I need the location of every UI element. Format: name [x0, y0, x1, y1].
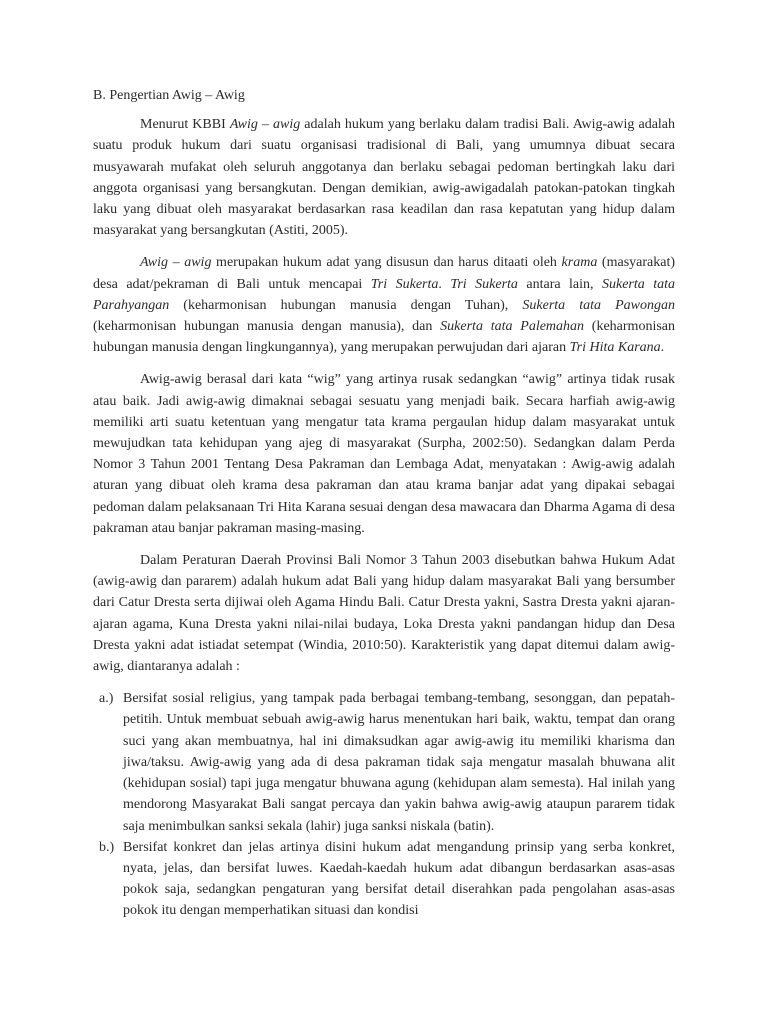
document-page [93, 85, 675, 922]
italic-term: Awig – awig [229, 117, 301, 133]
list-item [93, 688, 675, 836]
body-paragraphs [93, 114, 675, 677]
italic-term: Sukerta tata Pawongan [522, 297, 675, 313]
italic-term: Tri Sukerta [450, 276, 518, 292]
italic-term: Awig – awig [140, 255, 212, 271]
list-item-text: Bersifat sosial religius, yang tampak pada berbagai tembang-tembang, sesonggan, dan pepatah-petitih. Untuk membuat sebuah awig-awig harus menentukan hari baik, waktu, tempat dan orang suci yang akan membuatnya, hal ini dimaksudkan agar awig-awig itu memiliki kharisma dan jiwa/taksu. Awig-awig yang ada di desa pakraman tidak saja mengatur masalah bhuwana alit (kehidupan sosial) tapi juga mengatur bhuwana agung (kehidupan alam semesta). Hal inilah yang mendorong Masyarakat Bali sangat percaya dan yakin bahwa awig-awig ataupun pararem tidak saja menimbulkan sanksi sekala (lahir) juga sanksi niskala (batin). [123, 691, 675, 834]
italic-term: krama [561, 255, 598, 271]
body-paragraph [93, 252, 675, 358]
text-run: . [660, 340, 665, 356]
text-run: (keharmonisan hubungan manusia dengan Tuhan), [169, 297, 523, 313]
italic-term: Tri Sukerta [370, 276, 439, 292]
list-marker: b.) [99, 839, 115, 855]
list-marker: a.) [99, 691, 114, 707]
italic-term: Sukerta tata Parahyangan [93, 276, 676, 313]
text-run: Dalam Peraturan Daerah Provinsi Bali Nomor 3 Tahun 2003 disebutkan bahwa Hukum Adat (awig-awig dan pararem) adalah hukum adat Bali yang hidup dalam masyarakat Bali yang bersumber dari Catur Dresta serta dijiwai oleh Agama Hindu Bali. Catur Dresta yakni, Sastra Dresta yakni ajaran-ajaran agama, Kuna Dresta yakni nilai-nilai budaya, Loka Dresta yakni pandangan hidup dan Desa Dresta yakni adat istiadat setempat (Windia, 2010:50). Karakteristik yang dapat ditemui dalam awig-awig, diantaranya adalah : [93, 553, 675, 675]
italic-term: Tri Hita Karana [569, 340, 661, 356]
text-run: . [438, 276, 451, 292]
text-run: (masyarakat) desa adat/pekraman di Bali untuk mencapai [93, 255, 676, 292]
text-run: Awig-awig berasal dari kata “wig” yang artinya rusak sedangkan “awig” artinya tidak rusak atau baik. Jadi awig-awig dimaknai sebagai sesuatu yang menjadi baik. Secara harfiah awig-awig memiliki arti suatu ketentuan yang mengatur tata krama pergaulan hidup dalam masyarakat untuk mewujudkan tata kehidupan yang ajeg di masyarakat (Surpha, 2002:50). Sedangkan dalam Perda Nomor 3 Tahun 2001 Tentang Desa Pakraman dan Lembaga Adat, menyatakan : Awig-awig adalah aturan yang dibuat oleh krama desa pakraman dan atau krama banjar adat yang dipakai sebagai pedoman dalam pelaksanaan Tri Hita Karana sesuai dengan desa mawacara dan Dharma Agama di desa pakraman atau banjar pakraman masing-masing. [93, 372, 675, 536]
body-paragraph [93, 114, 675, 241]
list-item-text: Bersifat konkret dan jelas artinya disini hukum adat mengandung prinsip yang serba konkret, nyata, jelas, dan bersifat luwes. Kaedah-kaedah hukum adat dibangun berdasarkan asas-asas pokok saja, sedangkan pengaturan yang bersifat detail diserahkan pada pengolahan asas-asas pokok itu dengan memperhatikan situasi dan kondisi [123, 839, 675, 919]
text-run: merupakan hukum adat yang disusun dan harus ditaati oleh [211, 255, 562, 271]
text-run: (keharmonisan hubungan manusia dengan lingkungannya), yang merupakan perwujudan dari ajaran [93, 319, 675, 356]
section-heading: B. Pengertian Awig – Awig [93, 88, 245, 103]
body-paragraph [93, 550, 675, 677]
list-item [93, 837, 675, 922]
text-run: Menurut KBBI [140, 117, 230, 133]
italic-term: Sukerta tata Palemahan [440, 319, 585, 335]
characteristics-list [93, 688, 675, 921]
text-run: antara lain, [517, 276, 602, 292]
text-run: (keharmonisan hubungan manusia dengan manusia), dan [93, 319, 441, 335]
text-run: adalah hukum yang berlaku dalam tradisi Bali. Awig-awig adalah suatu produk hukum dari suatu organisasi tradisional di Bali, yang umumnya dibuat secara musyawarah mufakat oleh seluruh anggotanya dan berlaku sebagai pedoman bertingkah laku dari anggota organisasi yang bersangkutan. Dengan demikian, awig-awigadalah patokan-patokan tingkah laku yang dibuat oleh masyarakat berdasarkan rasa keadilan dan rasa kepatutan yang hidup dalam masyarakat yang bersangkutan (Astiti, 2005). [93, 117, 676, 239]
body-paragraph [93, 369, 675, 539]
